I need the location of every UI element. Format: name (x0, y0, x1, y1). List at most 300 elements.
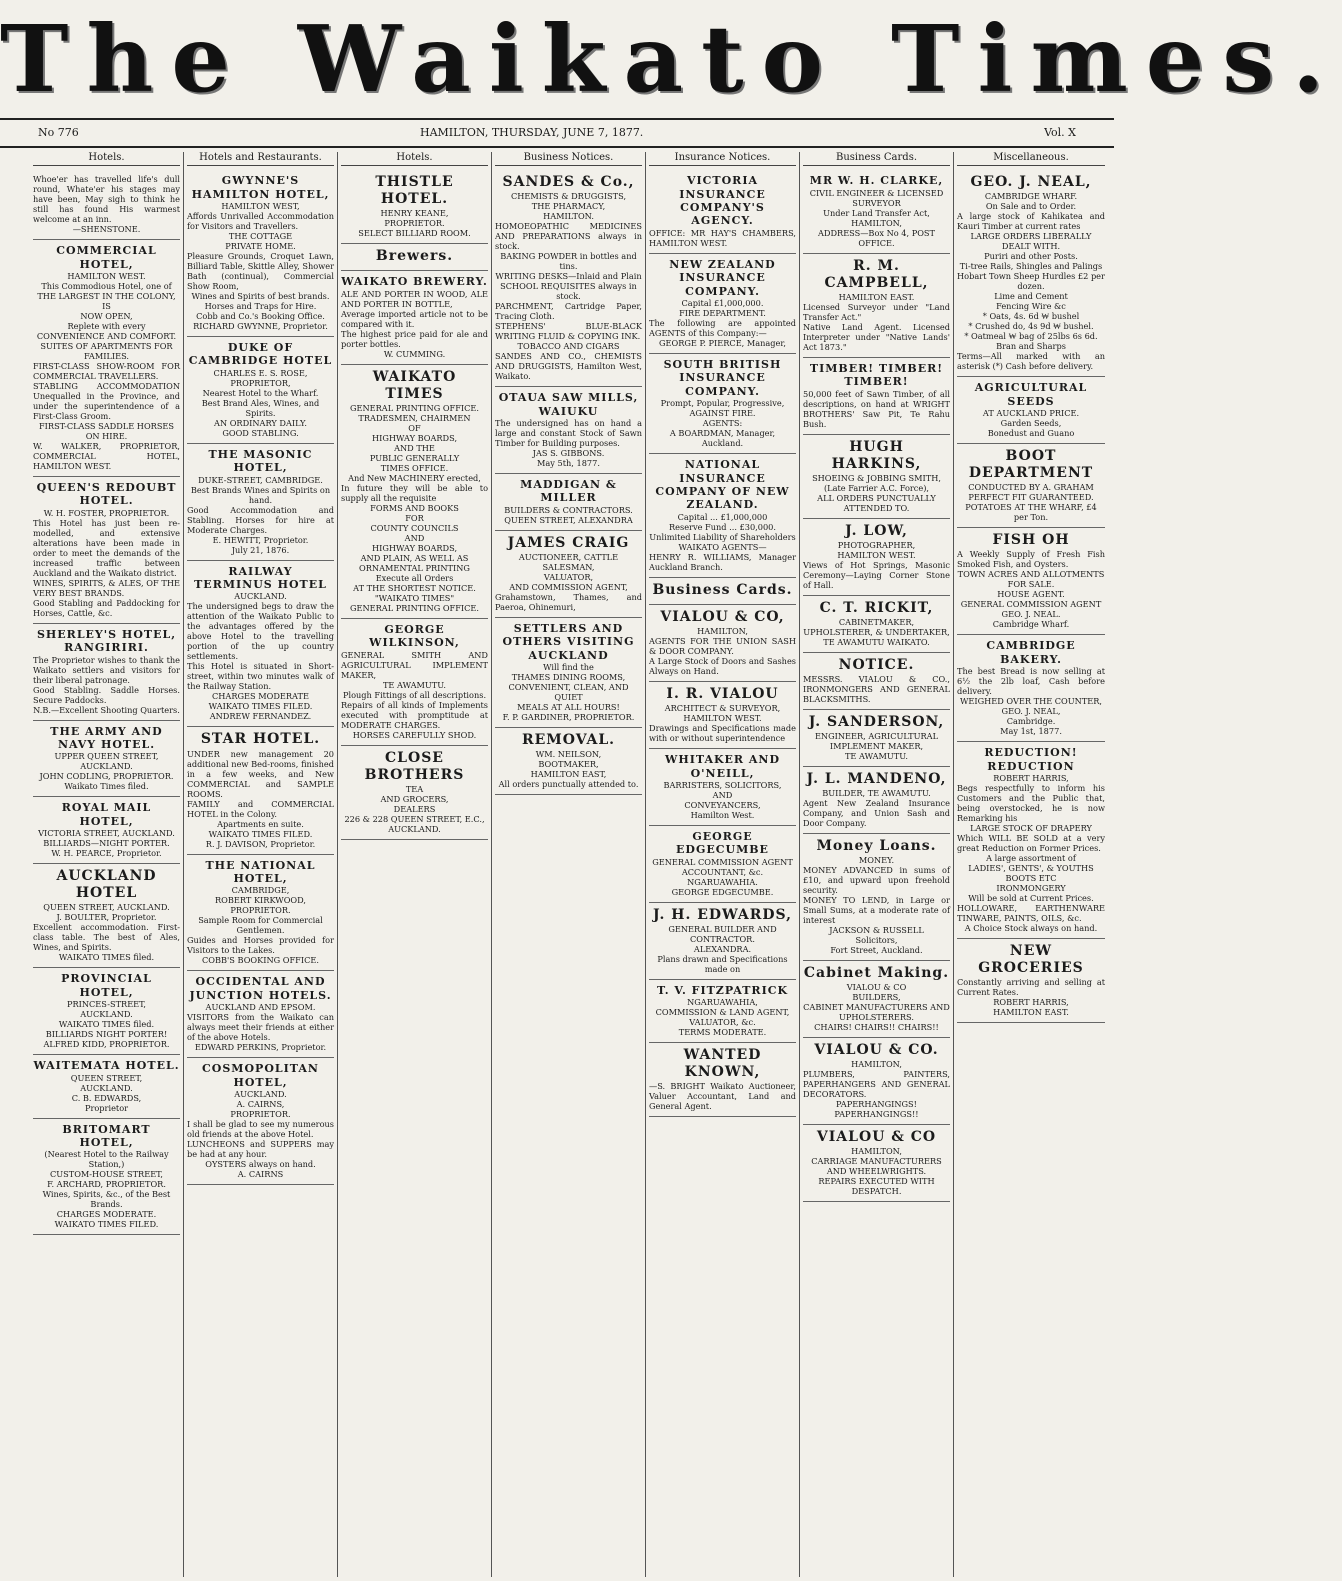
masthead (0, 0, 1342, 118)
ad-line: JAS S. GIBBONS. (532, 448, 605, 459)
ad-title: RAILWAY TERMINUS HOTEL (194, 564, 327, 592)
ad-line: BILLIARDS NIGHT PORTER! (45, 1029, 168, 1040)
ad-line: Capital £1,000,000. (681, 298, 764, 309)
ad-line: Begs respectfully to inform his Customers and the Public that, being overstocked, he is now Remarking his (957, 782, 1105, 823)
advertisement (341, 170, 488, 244)
ad-line: CHARGES MODERATE. (56, 1209, 157, 1220)
advertisement (957, 528, 1105, 635)
ad-title: VIALOU & CO (816, 1129, 937, 1146)
ad-line: PRINCES-STREET, (66, 999, 147, 1010)
advertisement (33, 1055, 180, 1118)
issue-date: HAMILTON, THURSDAY, JUNE 7, 1877. (420, 126, 644, 139)
ad-line: Affords Unrivalled Accommodation for Visitors and Travellers. (187, 211, 334, 231)
column-heading: Business Cards. (803, 152, 950, 166)
ad-line: CIVIL ENGINEER & LICENSED SURVEYOR (809, 187, 944, 208)
ad-line: PUBLIC GENERALLY (369, 452, 460, 463)
ad-line: TOWN ACRES AND ALLOTMENTS FOR SALE. (957, 569, 1105, 590)
ad-line: Bran and Sharps (996, 341, 1066, 352)
ad-line: GENERAL COMMISSION AGENT (652, 856, 793, 867)
ad-line: MESSRS. VIALOU & CO., IRONMONGERS AND GENERAL BLACKSMITHS. (803, 673, 950, 704)
ad-line: This Hotel is situated in Short-street, within two minutes walk of the Railway Station. (187, 661, 334, 692)
ad-line: AND THE (394, 442, 435, 453)
ad-line: A Choice Stock always on hand. (964, 922, 1098, 933)
ad-line: ANDREW FERNANDEZ. (209, 711, 312, 722)
ad-line: SUITES OF APARTMENTS FOR FAMILIES. (40, 341, 173, 361)
ad-line: RICHARD GWYNNE, Proprietor. (193, 321, 328, 331)
ad-line: GOOD STABLING. (222, 427, 299, 438)
column-heading: Insurance Notices. (649, 152, 796, 166)
ad-line: COMMISSION & LAND AGENT, VALUATOR, &c. (655, 1007, 790, 1028)
ad-line: HOMOEOPATHIC MEDICINES AND PREPARATIONS always in stock. (495, 221, 642, 252)
ad-line: Fencing Wire &c (996, 301, 1066, 312)
advertisement (649, 354, 796, 454)
ad-line: Reserve Fund ... £30,000. (669, 521, 776, 532)
ad-line: HAMILTON WEST, (221, 201, 300, 211)
ad-line: This Hotel has just been re-modelled, and extensive alterations have been made in order to meet the demands of the increased traffic between Auckland and the Waikato district. (33, 517, 180, 578)
advertisement (803, 170, 950, 253)
ad-line: OFFICE: MR HAY'S CHAMBERS, HAMILTON WEST. (649, 227, 796, 248)
ad-line: GEO. J. NEAL, (1001, 706, 1061, 717)
ad-line: —S. BRIGHT Waikato Auctioneer, Valuer Accountant, Land and General Agent. (649, 1081, 796, 1112)
ad-line: HENRY KEANE, (380, 208, 449, 219)
ad-title: MR W. H. CLARKE, (809, 174, 944, 188)
ad-line: * Oats, 4s. 6d ₩ bushel (982, 311, 1080, 322)
column-heading: Hotels and Restaurants. (187, 152, 334, 166)
advertisement (803, 254, 950, 358)
ad-line: HAMILTON WEST. (683, 713, 762, 724)
ad-line: Guides and Horses provided for Visitors to the Lakes. (187, 935, 334, 956)
ad-line: A BOARDMAN, Manager, Auckland. (669, 428, 776, 449)
column-7 (954, 152, 1108, 1577)
advertisement (957, 377, 1105, 444)
ad-line: WEIGHED OVER THE COUNTER, (959, 696, 1103, 707)
ad-line: CAMBRIDGE, (231, 885, 290, 896)
ad-line: HAMILTON EAST, (530, 769, 607, 780)
column-4 (492, 152, 646, 1577)
advertisement (803, 653, 950, 710)
ad-line: A Large Stock of Doors and Sashes Always on Hand. (649, 656, 796, 677)
column-heading: Hotels. (341, 152, 488, 166)
ad-line: HAMILTON. (543, 211, 594, 222)
issue-number: No 776 (38, 126, 79, 139)
advertisement (495, 728, 642, 795)
ad-line: Lime and Cement (994, 291, 1068, 302)
ad-line: NGARUAWAHIA. (687, 876, 758, 887)
ad-line: W. WALKER, PROPRIETOR, COMMERCIAL HOTEL, HAMILTON WEST. (33, 441, 180, 471)
ad-line: 226 & 228 QUEEN STREET, E.C., (344, 813, 485, 824)
ad-line: GENERAL COMMISSION AGENT (960, 599, 1102, 610)
ad-line: WAIKATO TIMES FILED. (208, 828, 313, 839)
advertisement (33, 1119, 180, 1236)
ad-line: AT THE SHORTEST NOTICE. (353, 582, 476, 593)
advertisement (649, 254, 796, 354)
ad-line: AND (712, 789, 733, 800)
ad-line: BAKING POWDER in bottles and tins. (500, 251, 637, 272)
ad-line: Capital ... £1,000,000 (677, 511, 768, 522)
ad-line: IS (102, 301, 111, 311)
ad-line: HENRY R. WILLIAMS, Manager Auckland Branch. (649, 551, 796, 572)
ad-line: A large assortment of (986, 852, 1076, 863)
ad-line: MONEY ADVANCED in sums of £10, and upward upon freehold security. (803, 865, 950, 896)
advertisement (803, 519, 950, 596)
ad-title: Brewers. (375, 248, 454, 265)
ad-line: Average imported article not to be compared with it. (341, 308, 488, 329)
column-6 (800, 152, 954, 1577)
ad-line: COUNTY COUNCILS (370, 522, 459, 533)
ad-line: F. P. GARDINER, PROPRIETOR. (502, 712, 635, 723)
ad-line: CHAIRS! CHAIRS!! CHAIRS!! (814, 1022, 939, 1033)
ad-line: CONVENIENCE AND COMFORT. (36, 331, 177, 341)
ad-title: WAIKATO BREWERY. (341, 275, 488, 289)
ad-line: DEALERS (393, 803, 436, 814)
ad-line: Repairs of all kinds of Implements executed with promptitude at MODERATE CHARGES. (341, 699, 488, 730)
ad-line: The undersigned begs to draw the attention of the Waikato Public to the advantages offered by the above Hotel to the travelling portion of the up country settlements. (187, 601, 334, 662)
ad-line: Wines, Spirits, &c., of the Best Brands. (42, 1189, 171, 1210)
advertisement (187, 170, 334, 337)
ad-line: A. CAIRNS, (236, 1098, 285, 1109)
ad-line: Prompt, Popular, Progressive, (660, 398, 785, 409)
ad-line: Grahamstown, Thames, and Paeroa, Ohinemuri, (495, 591, 642, 612)
ad-title: OCCIDENTAL AND JUNCTION HOTELS. (189, 975, 332, 1002)
ad-title: FISH OH (992, 532, 1070, 549)
ad-line: PRIVATE HOME. (225, 241, 296, 251)
ad-line: VIALOU & CO (846, 982, 907, 993)
ad-title: R. M. CAMPBELL, (824, 257, 929, 291)
advertisement (649, 826, 796, 903)
ad-line: J. BOULTER, Proprietor. (56, 912, 157, 923)
advertisement (649, 578, 796, 605)
advertisement (33, 968, 180, 1055)
ad-line: ROBERT HARRIS, (993, 772, 1069, 783)
ad-line: BARRISTERS, SOLICITORS, (663, 779, 782, 790)
ad-line: ARCHITECT & SURVEYOR, (664, 703, 781, 714)
ad-line: FOR (405, 512, 424, 523)
ad-line: ADDRESS—Box No 4, POST OFFICE. (817, 227, 935, 248)
ad-line: GENERAL SMITH AND AGRICULTURAL IMPLEMENT MAKER, (341, 649, 488, 680)
advertisement (803, 358, 950, 435)
ad-line: On Sale and to Order. (985, 201, 1077, 212)
ad-line: AND PLAIN, AS WELL AS (360, 552, 469, 563)
ad-line: And New MACHINERY erected, (348, 472, 481, 483)
ad-title: VIALOU & CO. (814, 1042, 939, 1059)
ad-line: W. H. PEARCE, Proprietor. (51, 848, 162, 859)
ad-line: AND (404, 532, 425, 543)
ad-line: WAIKATO AGENTS— (678, 541, 767, 552)
ad-title: AGRICULTURAL SEEDS (974, 381, 1088, 408)
ad-line: HIGHWAY BOARDS, (371, 432, 458, 443)
advertisement (187, 337, 334, 444)
ad-line: PROPRIETOR. (230, 1108, 291, 1119)
ad-line: TERMS MODERATE. (678, 1027, 767, 1038)
ad-line: PHOTOGRAPHER, (837, 539, 916, 550)
advertisement (957, 742, 1105, 939)
advertisement (957, 170, 1105, 377)
advertisement (649, 682, 796, 749)
ad-line: Wines and Spirits of best brands. (191, 291, 330, 301)
ad-line: All orders punctually attended to. (498, 779, 639, 790)
column-5 (646, 152, 800, 1577)
advertisement (33, 170, 180, 240)
ad-line: Plough Fittings of all descriptions. (342, 689, 487, 700)
ad-line: THAMES DINING ROOMS, (511, 672, 626, 683)
ad-line: FIRST-CLASS SADDLE HORSES ON HIRE. (38, 421, 175, 441)
ad-line: In future they will be able to supply all the requisite (341, 482, 488, 503)
ad-line: LARGE STOCK OF DRAPERY (970, 822, 1092, 833)
ad-line: GENERAL PRINTING OFFICE. (349, 602, 479, 613)
ad-title: THE NATIONAL HOTEL, (205, 858, 316, 885)
ad-line: THE LARGEST IN THE COLONY, (37, 291, 176, 301)
ad-line: LUNCHEONS and SUPPERS may be had at any hour. (187, 1138, 334, 1159)
ad-title: STAR HOTEL. (200, 731, 321, 748)
ad-line: AUCKLAND. (234, 1088, 287, 1099)
ad-line: Licensed Surveyor under "Land Transfer Act." (803, 301, 950, 322)
ad-line: * Crushed do, 4s 9d ₩ bushel. (968, 321, 1094, 332)
ad-line: WAIKATO TIMES FILED. (208, 701, 313, 712)
ad-line: Unlimited Liability of Shareholders (649, 531, 796, 542)
ad-line: Solicitors, (855, 935, 898, 946)
advertisement (649, 1043, 796, 1117)
ad-line: Agent New Zealand Insurance Company, and Union Sash and Door Company. (803, 798, 950, 829)
advertisement (803, 834, 950, 961)
ad-line: HAMILTON EAST. (838, 291, 915, 302)
ad-line: JOHN CODLING, PROPRIETOR. (39, 771, 174, 782)
ad-line: A. CAIRNS (237, 1168, 284, 1179)
advertisement (803, 435, 950, 519)
ad-title: WAITEMATA HOTEL. (33, 1059, 180, 1073)
ad-title: NOTICE. (838, 656, 915, 673)
ad-line: Bonedust and Guano (987, 428, 1075, 439)
ad-line: Ti-tree Rails, Shingles and Palings (959, 261, 1103, 272)
ad-line: PAPERHANGINGS! PAPERHANGINGS!! (834, 1099, 919, 1120)
advertisement (33, 477, 180, 624)
ad-line: PLUMBERS, PAINTERS, PAPERHANGERS AND GENERAL DECORATORS. (803, 1069, 950, 1100)
advertisement (495, 531, 642, 618)
ad-title: NEW ZEALAND INSURANCE COMPANY. (669, 257, 776, 298)
ad-line: HAMILTON WEST. (67, 271, 146, 281)
ad-title: WAIKATO TIMES (372, 368, 457, 402)
ad-line: ALFRED KIDD, PROPRIETOR. (43, 1039, 170, 1050)
ad-line: I shall be glad to see my numerous old friends at the above Hotel. (187, 1118, 334, 1139)
advertisement (495, 618, 642, 728)
ad-line: NGARUAWAHIA, (687, 997, 758, 1008)
ad-line: BUILDER, TE AWAMUTU. (822, 788, 931, 799)
ad-line: ALE AND PORTER IN WOOD, ALE AND PORTER IN BOTTLE, (341, 288, 488, 309)
ad-line: The undersigned has on hand a large and constant Stock of Sawn Timber for Building purposes. (495, 418, 642, 449)
ad-line: C. B. EDWARDS, (71, 1092, 142, 1103)
ad-line: AND COMMISSION AGENT, (509, 581, 628, 592)
ad-line: COBB'S BOOKING OFFICE. (202, 955, 319, 966)
ad-line: E. HEWITT, Proprietor. (212, 534, 309, 545)
ad-line: HAMILTON, (851, 1059, 902, 1070)
ad-line: OF (408, 422, 421, 433)
ad-line: Excellent accommodation. First-class table. The best of Ales, Wines, and Spirits. (33, 922, 180, 953)
advertisement (341, 619, 488, 746)
ad-title: NEW GROCERIES (978, 942, 1084, 977)
column-heading: Business Notices. (495, 152, 642, 166)
advertisement (803, 961, 950, 1038)
ad-line: This Commodious Hotel, one of (41, 281, 172, 291)
ad-line: JACKSON & RUSSELL (829, 925, 924, 936)
ad-line: BOOTS ETC (1005, 872, 1057, 883)
ad-line: R. J. DAVISON, Proprietor. (205, 838, 316, 849)
ad-line: CABINET MANUFACTURERS AND UPHOLSTERERS. (803, 1002, 950, 1023)
ad-line: ORNAMENTAL PRINTING (359, 562, 470, 573)
advertisement (341, 365, 488, 619)
ad-line: Constantly arriving and selling at Current Rates. (957, 977, 1105, 998)
ad-title: REMOVAL. (521, 732, 616, 749)
ad-title: GEO. J. NEAL, (970, 174, 1092, 191)
ad-line: WRITING DESKS—Inlaid and Plain (495, 271, 642, 282)
advertisement (341, 244, 488, 271)
ad-line: HOLLOWARE, EARTHENWARE TINWARE, PAINTS, OILS, &c. (957, 902, 1105, 923)
ad-title: CAMBRIDGE BAKERY. (986, 639, 1076, 666)
ad-line: WAIKATO TIMES filed. (58, 952, 155, 963)
ad-line: Replete with every (67, 321, 146, 331)
ad-line: AUCKLAND. (80, 1082, 133, 1093)
ad-title: J. H. EDWARDS, (652, 906, 793, 923)
ad-line: BUILDERS, (852, 992, 901, 1003)
ad-line: ALL ORDERS PUNCTUALLY ATTENDED TO. (817, 492, 936, 513)
ad-title: WHITAKER AND O'NEILL, (664, 753, 781, 780)
ad-line: PROPRIETOR, (230, 377, 291, 388)
ad-title: NATIONAL INSURANCE COMPANY OF NEW ZEALAND. (655, 458, 790, 512)
ad-line: VALUATOR, (543, 571, 594, 582)
ad-line: Proprietor (84, 1102, 129, 1113)
ad-line: Which WILL BE SOLD at a very great Reduction on Former Prices. (957, 832, 1105, 853)
ad-line: Views of Hot Springs, Masonic Ceremony—Laying Corner Stone of Hall. (803, 559, 950, 590)
ad-line: UPPER QUEEN STREET, AUCKLAND. (54, 751, 159, 772)
ad-line: CAMBRIDGE WHARF. (984, 191, 1078, 202)
ad-line: IRONMONGERY (996, 882, 1066, 893)
advertisement (33, 624, 180, 721)
advertisement (649, 749, 796, 826)
ad-line: ACCOUNTANT, &c. (681, 866, 764, 877)
ad-line: Plans drawn and Specifications made on (657, 953, 788, 974)
ad-line: A Weekly Supply of Fresh Fish Smoked Fish, and Oysters. (957, 549, 1105, 570)
ad-line: PARCHMENT, Cartridge Paper, Tracing Cloth. (495, 301, 642, 322)
ad-line: The best Bread is now selling at 6½ the 2lb loaf, Cash before delivery. (957, 666, 1105, 697)
ad-title: Money Loans. (816, 838, 937, 855)
ad-line: A large stock of Kahikatea and Kauri Timber at current rates (957, 211, 1105, 232)
ad-line: Drawings and Specifications made with or without superintendence (649, 723, 796, 744)
ad-title: Cabinet Making. (803, 965, 950, 982)
ad-line: CHARLES E. S. ROSE, (213, 367, 308, 378)
ad-line: May 1st, 1877. (1000, 726, 1062, 737)
ad-line: Fort Street, Auckland. (830, 945, 923, 956)
ad-line: —SHENSTONE. (72, 224, 141, 235)
advertisement (649, 454, 796, 578)
ad-title: GWYNNE'S HAMILTON HOTEL, (191, 174, 330, 201)
volume-number: Vol. X (1044, 126, 1076, 139)
advertisement (341, 271, 488, 364)
ad-line: WINES, SPIRITS, & ALES, OF THE VERY BEST BRANDS. (33, 577, 180, 598)
ad-line: July 21, 1876. (231, 544, 290, 555)
ad-line: TE AWAMUTU. (844, 751, 909, 762)
ad-line: Good Stabling and Paddocking for Horses, Cattle, &c. (33, 597, 180, 618)
ad-line: Native Land Agent. Licensed Interpreter under "Native Lands' Act 1873." (803, 321, 950, 352)
ad-line: SELECT BILLIARD ROOM. (358, 228, 471, 239)
column-heading: Hotels. (33, 152, 180, 166)
advertisement (495, 474, 642, 531)
ad-title: JAMES CRAIG (507, 534, 630, 551)
ad-title: I. R. VIALOU (666, 686, 779, 703)
ad-title: Business Cards. (652, 581, 793, 598)
ad-line: Hobart Town Sheep Hurdles £2 per dozen. (957, 271, 1105, 292)
ad-line: ROBERT KIRKWOOD, PROPRIETOR. (214, 895, 306, 916)
ad-line: TEA (405, 783, 424, 794)
ad-title: THE MASONIC HOTEL, (208, 447, 313, 475)
ad-line: HAMILTON, (851, 217, 902, 228)
column-heading: Miscellaneous. (957, 152, 1105, 166)
ad-line: GENERAL BUILDER AND CONTRACTOR. (668, 923, 777, 944)
advertisement (803, 710, 950, 767)
ad-line: TRADESMEN, CHAIRMEN (358, 412, 471, 423)
ad-line: NOW OPEN, (80, 311, 133, 321)
ad-line: POTATOES AT THE WHARF, £4 per Ton. (965, 502, 1097, 523)
ad-line: GEORGE EDGECUMBE. (671, 886, 774, 897)
ad-line: VISITORS from the Waikato can always meet their friends at either of the above Hotels. (187, 1012, 334, 1043)
ad-title: COSMOPOLITAN HOTEL, (202, 1062, 319, 1089)
ad-line: The following are appointed AGENTS of this Company:— (649, 318, 796, 339)
ad-line: AGAINST FIRE. (689, 408, 756, 419)
ad-title: PROVINCIAL HOTEL, (61, 972, 152, 999)
ad-line: Will find the (543, 662, 594, 673)
ad-title: REDUCTION! REDUCTION (984, 746, 1078, 773)
ad-line: TIMES OFFICE. (380, 462, 449, 473)
ad-line: Sample Room for Commercial Gentlemen. (198, 915, 323, 936)
ad-line: AUCTIONEER, CATTLE SALESMAN, (518, 551, 619, 572)
ad-line: HOUSE AGENT. (997, 589, 1065, 600)
ad-title: OTAUA SAW MILLS, WAIUKU (498, 391, 639, 418)
advertisement (187, 561, 334, 728)
advertisement (33, 864, 180, 968)
ad-line: AN ORDINARY DAILY. (214, 417, 307, 428)
ad-line: DUKE-STREET, CAMBRIDGE. (198, 474, 323, 485)
ad-line: FIRST-CLASS SHOW-ROOM FOR COMMERCIAL TRAVELLERS. (33, 361, 180, 381)
ad-line: VICTORIA STREET, AUCKLAND. (38, 828, 175, 839)
ad-title: T. V. FITZPATRICK (656, 983, 789, 997)
ad-line: AT AUCKLAND PRICE. (982, 408, 1080, 419)
ad-line: May 5th, 1877. (537, 458, 600, 469)
ad-line: HAMILTON, (851, 1146, 902, 1157)
ad-line: Nearest Hotel to the Wharf. (202, 387, 319, 398)
ad-line: QUEEN STREET, (70, 1072, 143, 1083)
ad-line: THE COTTAGE (228, 231, 293, 241)
ad-line: AUCKLAND. (388, 823, 441, 834)
ad-line: (Late Farrier A.C. Force), (823, 482, 930, 493)
ad-line: STEPHENS' BLUE-BLACK WRITING FLUID & COPYING INK. (495, 321, 642, 342)
ad-title: THE ARMY AND NAVY HOTEL. (50, 724, 163, 752)
column-3 (338, 152, 492, 1577)
ad-line: CUSTOM-HOUSE STREET, (49, 1169, 164, 1180)
ad-line: AUCKLAND. (80, 1009, 133, 1020)
ad-title: CLOSE BROTHERS (364, 749, 465, 783)
ad-title: SHERLEY'S HOTEL, RANGIRIRI. (36, 627, 177, 655)
ad-line: WAIKATO TIMES filed. (58, 1019, 155, 1030)
advertisement (341, 746, 488, 840)
advertisement (957, 939, 1105, 1023)
ad-title: VICTORIA INSURANCE COMPANY'S AGENCY. (679, 174, 766, 228)
ad-line: SHOEING & JOBBING SMITH, (812, 472, 941, 483)
advertisement (187, 444, 334, 561)
ad-line: 50,000 feet of Sawn Timber, of all descriptions, on hand at WRIGHT BROTHERS' Saw Pit, Te Rahu Bush. (803, 388, 950, 429)
ad-line: UNDER new management 20 additional new Bed-rooms, finished in a few weeks, and New COMMERCIAL and SAMPLE ROOMS. (187, 748, 334, 799)
ad-line: Best Brands Wines and Spirits on hand. (190, 484, 331, 505)
ad-line: TE AWAMUTU. (382, 679, 447, 690)
ad-line: SANDES AND CO., CHEMISTS AND DRUGGISTS, Hamilton West, Waikato. (495, 351, 642, 382)
ad-line: Good Stabling. Saddle Horses. Secure Paddocks. (33, 684, 180, 705)
ad-line: Execute all Orders (375, 572, 454, 583)
